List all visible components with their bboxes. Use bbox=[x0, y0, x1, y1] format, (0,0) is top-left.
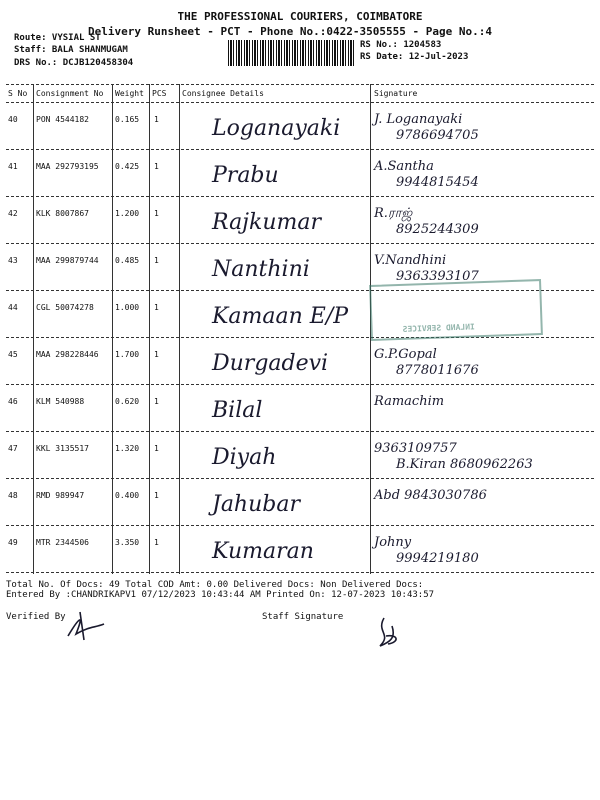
row-weight: 1.200 bbox=[115, 209, 140, 218]
header-rule bbox=[6, 102, 594, 103]
row-sno: 47 bbox=[8, 444, 18, 453]
staff-signature bbox=[372, 612, 408, 652]
row-signature: Johny bbox=[374, 535, 412, 550]
row-sno: 45 bbox=[8, 350, 18, 359]
row-sno: 46 bbox=[8, 397, 18, 406]
row-sno: 42 bbox=[8, 209, 18, 218]
row-consignment: KLM 540988 bbox=[36, 397, 85, 406]
row-divider bbox=[6, 572, 594, 573]
row-consignment: CGL 50074278 bbox=[36, 303, 94, 312]
row-signature: A.Santha bbox=[374, 159, 434, 174]
row-pcs: 1 bbox=[154, 162, 159, 171]
rs-date: RS Date: 12-Jul-2023 bbox=[360, 52, 469, 62]
row-consignee-name: Loganayaki bbox=[212, 116, 341, 141]
row-weight: 0.165 bbox=[115, 115, 140, 124]
row-pcs: 1 bbox=[154, 303, 159, 312]
col-pcs: PCS bbox=[152, 89, 167, 98]
row-consignee-name: Kumaran bbox=[212, 539, 314, 564]
row-divider bbox=[6, 431, 594, 432]
row-divider bbox=[6, 149, 594, 150]
row-signature: R.ராஜ் bbox=[374, 206, 413, 221]
stamp-text: INLAND SERVICES bbox=[402, 322, 476, 334]
row-pcs: 1 bbox=[154, 115, 159, 124]
row-consignee-name: Bilal bbox=[212, 398, 263, 423]
row-pcs: 1 bbox=[154, 491, 159, 500]
row-weight: 1.320 bbox=[115, 444, 140, 453]
row-pcs: 1 bbox=[154, 256, 159, 265]
row-phone: 9994219180 bbox=[396, 551, 479, 566]
row-sno: 40 bbox=[8, 115, 18, 124]
entered-by-line: Entered By :CHANDRIKAPV1 07/12/2023 10:43:44 AM Printed On: 12-07-2023 10:43:57 bbox=[6, 590, 435, 600]
row-signature: G.P.Gopal bbox=[374, 347, 437, 362]
row-phone: 9363393107 bbox=[396, 269, 479, 284]
row-consignee-name: Prabu bbox=[212, 163, 279, 188]
row-sno: 49 bbox=[8, 538, 18, 547]
col-signature: Signature bbox=[374, 89, 418, 98]
row-consignee-name: Kamaan E/P bbox=[212, 304, 349, 329]
drs-number: DRS No.: DCJB120458304 bbox=[14, 58, 134, 68]
col-divider bbox=[112, 84, 113, 574]
table-top-rule bbox=[6, 84, 594, 85]
company-title: THE PROFESSIONAL COURIERS, COIMBATORE bbox=[177, 10, 423, 23]
row-divider bbox=[6, 337, 594, 338]
row-signature: 9363109757 bbox=[374, 441, 457, 456]
row-consignment: MAA 292793195 bbox=[36, 162, 99, 171]
route-label: Route: VYSIAL ST bbox=[14, 33, 101, 43]
row-divider bbox=[6, 243, 594, 244]
barcode bbox=[228, 40, 354, 66]
col-weight: Weight bbox=[115, 89, 144, 98]
row-consignee-name: Nanthini bbox=[212, 257, 310, 282]
row-pcs: 1 bbox=[154, 209, 159, 218]
row-weight: 0.425 bbox=[115, 162, 140, 171]
row-phone: 8925244309 bbox=[396, 222, 479, 237]
row-phone: 9944815454 bbox=[396, 175, 479, 190]
row-divider bbox=[6, 525, 594, 526]
row-consignment: MAA 299879744 bbox=[36, 256, 99, 265]
row-divider bbox=[6, 478, 594, 479]
row-signature: Ramachim bbox=[374, 394, 445, 409]
runsheet-title: Delivery Runsheet - PCT - Phone No.:0422-3505555 - Page No.:4 bbox=[88, 25, 492, 38]
row-consignment: MAA 298228446 bbox=[36, 350, 99, 359]
company-stamp bbox=[369, 279, 543, 341]
row-sno: 41 bbox=[8, 162, 18, 171]
row-pcs: 1 bbox=[154, 444, 159, 453]
staff-signature-label: Staff Signature bbox=[262, 612, 344, 622]
col-consignment: Consignment No bbox=[36, 89, 104, 98]
row-sno: 44 bbox=[8, 303, 18, 312]
col-divider bbox=[33, 84, 34, 574]
row-phone: B.Kiran 8680962263 bbox=[396, 457, 533, 472]
row-weight: 0.400 bbox=[115, 491, 140, 500]
verifier-signature bbox=[60, 606, 110, 646]
col-consignee: Consignee Details bbox=[182, 89, 264, 98]
row-weight: 1.700 bbox=[115, 350, 140, 359]
col-sno: S No bbox=[8, 89, 28, 98]
row-pcs: 1 bbox=[154, 538, 159, 547]
row-consignment: PON 4544182 bbox=[36, 115, 89, 124]
row-weight: 0.620 bbox=[115, 397, 140, 406]
row-consignment: RMD 989947 bbox=[36, 491, 85, 500]
row-phone: 8778011676 bbox=[396, 363, 479, 378]
row-consignment: KKL 3135517 bbox=[36, 444, 89, 453]
row-weight: 0.485 bbox=[115, 256, 140, 265]
row-weight: 3.350 bbox=[115, 538, 140, 547]
row-weight: 1.000 bbox=[115, 303, 140, 312]
verified-by-label: Verified By bbox=[6, 612, 66, 622]
row-sno: 48 bbox=[8, 491, 18, 500]
row-sno: 43 bbox=[8, 256, 18, 265]
row-signature: J. Loganayaki bbox=[374, 112, 463, 127]
staff-label: Staff: BALA SHANMUGAM bbox=[14, 45, 128, 55]
row-consignee-name: Diyah bbox=[212, 445, 277, 470]
row-signature: V.Nandhini bbox=[374, 253, 447, 268]
row-signature: Abd 9843030786 bbox=[374, 488, 487, 503]
row-consignee-name: Jahubar bbox=[212, 492, 300, 517]
row-divider bbox=[6, 384, 594, 385]
row-consignment: MTR 2344506 bbox=[36, 538, 89, 547]
row-pcs: 1 bbox=[154, 397, 159, 406]
rs-number: RS No.: 1204583 bbox=[360, 40, 442, 50]
row-consignee-name: Durgadevi bbox=[212, 351, 329, 376]
row-consignee-name: Rajkumar bbox=[212, 210, 322, 235]
row-phone: 9786694705 bbox=[396, 128, 479, 143]
col-divider bbox=[179, 84, 180, 574]
col-divider bbox=[149, 84, 150, 574]
totals-line: Total No. Of Docs: 49 Total COD Amt: 0.00 Delivered Docs: Non Delivered Docs: bbox=[6, 580, 424, 590]
row-consignment: KLK 8007867 bbox=[36, 209, 89, 218]
row-divider bbox=[6, 196, 594, 197]
row-pcs: 1 bbox=[154, 350, 159, 359]
